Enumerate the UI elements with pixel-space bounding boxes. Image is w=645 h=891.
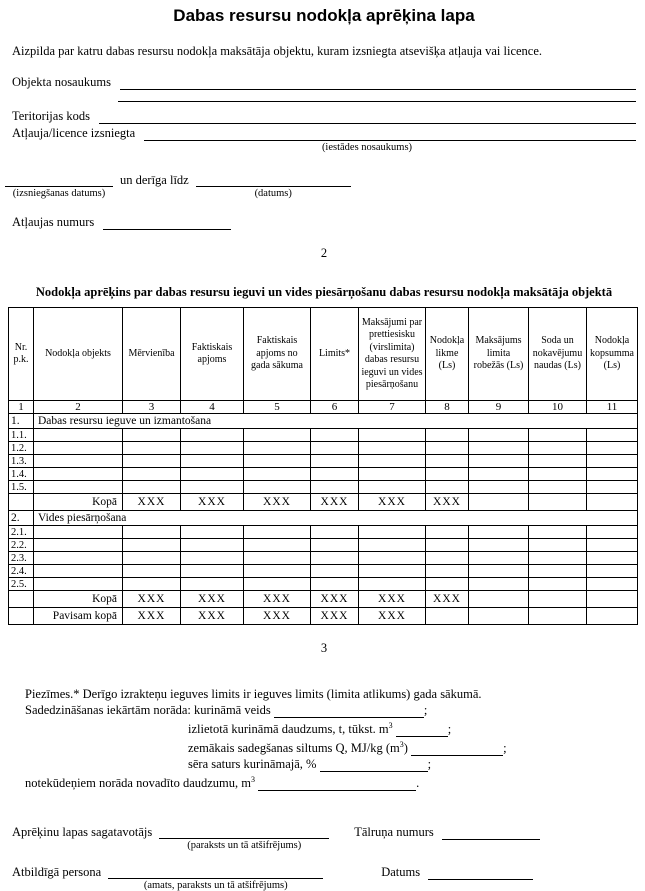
empty-cell xyxy=(587,578,638,591)
fuel-type-input-line[interactable] xyxy=(274,705,424,718)
issue-date-caption: (izsniegšanas datums) xyxy=(12,188,106,199)
empty-cell xyxy=(244,539,311,552)
empty-cell xyxy=(244,526,311,539)
empty-cell xyxy=(181,565,244,578)
empty-cell xyxy=(426,481,469,494)
preparer-label: Aprēķinu lapas sagatavotājs xyxy=(12,825,153,840)
empty-cell xyxy=(587,455,638,468)
section-number: 1. xyxy=(9,414,34,429)
empty-cell xyxy=(359,481,426,494)
superscript-3: 3 xyxy=(250,775,255,785)
empty-cell xyxy=(123,552,181,565)
responsible-row xyxy=(12,865,636,891)
empty-cell xyxy=(244,565,311,578)
table-row xyxy=(9,468,638,481)
col-header-actual-volume: Faktiskais apjoms xyxy=(181,308,244,401)
empty-cell xyxy=(9,608,34,625)
phone-field xyxy=(354,825,540,840)
row-number: 2.1. xyxy=(9,526,34,539)
row-number: 1.5. xyxy=(9,481,34,494)
territory-code-label: Teritorijas kods xyxy=(12,109,90,123)
empty-cell xyxy=(311,455,359,468)
empty-cell xyxy=(123,565,181,578)
empty-cell xyxy=(244,552,311,565)
empty-cell xyxy=(311,429,359,442)
responsible-caption: (amats, paraksts un tā atšifrējums) xyxy=(143,880,288,891)
empty-cell xyxy=(529,494,587,511)
empty-cell xyxy=(587,442,638,455)
page-title: Dabas resursu nodokļa aprēķina lapa xyxy=(173,6,475,25)
total-value: XXX xyxy=(426,494,469,511)
empty-cell xyxy=(587,468,638,481)
responsible-signature-field xyxy=(108,865,323,891)
table-row xyxy=(9,552,638,565)
table-row xyxy=(9,526,638,539)
page-number-2: 2 xyxy=(320,246,328,260)
empty-cell xyxy=(181,481,244,494)
notes-block xyxy=(25,686,636,791)
grand-total-value: XXX xyxy=(359,608,426,625)
empty-cell xyxy=(587,552,638,565)
empty-cell xyxy=(529,481,587,494)
object-name-field xyxy=(12,75,636,90)
empty-cell xyxy=(359,565,426,578)
empty-cell xyxy=(529,455,587,468)
note-heat-value: zemākais sadegšanas siltums Q, MJ/kg $(m^3)$ ; xyxy=(188,740,507,756)
total-label: Kopā xyxy=(34,591,123,608)
section-title: Dabas resursu ieguve un izmantošana xyxy=(34,414,638,429)
total-value: XXX xyxy=(244,494,311,511)
fuel-amount-input-line[interactable] xyxy=(396,724,448,737)
permit-number-label: Atļaujas numurs xyxy=(12,215,95,229)
signature-block xyxy=(12,825,636,891)
permit-number-field xyxy=(12,215,636,230)
col-header-penalty: Soda un nokavējumu naudas (Ls) xyxy=(529,308,587,401)
table-title: Nodokļa aprēķins par dabas resursu ieguvi un vides piesārņošanu dabas resursu nodokļa maksātāja objektā xyxy=(35,285,613,299)
empty-cell xyxy=(587,591,638,608)
object-name-label: Objekta nosaukums xyxy=(12,75,111,89)
total-value: XXX xyxy=(244,591,311,608)
total-label: Kopā xyxy=(34,494,123,511)
col-num: 4 xyxy=(181,401,244,414)
row-number: 2.2. xyxy=(9,539,34,552)
note-sulfur: sēra saturs kurināmajā, % ; xyxy=(188,757,432,772)
empty-cell xyxy=(469,481,529,494)
empty-cell xyxy=(244,468,311,481)
empty-cell xyxy=(469,608,529,625)
responsible-label: Atbildīgā persona xyxy=(12,865,102,880)
territory-code-field xyxy=(12,109,636,124)
permit-number-input-line[interactable] xyxy=(103,216,231,230)
row-number: 1.1. xyxy=(9,429,34,442)
valid-until-field xyxy=(196,173,351,199)
date-input-line[interactable] xyxy=(428,866,533,880)
permit-issued-input-line[interactable] xyxy=(144,127,636,141)
empty-cell xyxy=(359,442,426,455)
empty-cell xyxy=(469,539,529,552)
responsible-signature-line[interactable] xyxy=(108,865,323,879)
empty-cell xyxy=(181,526,244,539)
grand-total-value: XXX xyxy=(123,608,181,625)
grand-total-value: XXX xyxy=(311,608,359,625)
table-row xyxy=(9,539,638,552)
empty-cell xyxy=(469,578,529,591)
empty-cell xyxy=(587,526,638,539)
empty-cell xyxy=(587,608,638,625)
object-name-input-line[interactable] xyxy=(120,76,636,90)
empty-cell xyxy=(469,494,529,511)
object-name-continuation-line[interactable] xyxy=(118,100,636,102)
validity-dates-row xyxy=(5,173,636,199)
col-num: 7 xyxy=(359,401,426,414)
empty-cell xyxy=(359,578,426,591)
col-header-volume-ytd: Faktiskais apjoms no gada sākuma xyxy=(244,308,311,401)
empty-cell xyxy=(34,539,123,552)
col-num: 8 xyxy=(426,401,469,414)
empty-cell xyxy=(359,468,426,481)
empty-cell xyxy=(181,552,244,565)
table-row xyxy=(9,578,638,591)
empty-cell xyxy=(181,468,244,481)
col-num: 2 xyxy=(34,401,123,414)
col-header-payment-within-limit: Maksājums limita robežās (Ls) xyxy=(469,308,529,401)
superscript-3: 3 xyxy=(399,740,404,750)
empty-cell xyxy=(426,578,469,591)
empty-cell xyxy=(469,591,529,608)
empty-cell xyxy=(426,429,469,442)
col-num: 5 xyxy=(244,401,311,414)
empty-cell xyxy=(529,429,587,442)
empty-cell xyxy=(244,578,311,591)
empty-cell xyxy=(587,429,638,442)
empty-cell xyxy=(469,552,529,565)
empty-cell xyxy=(529,565,587,578)
date-caption: (datums) xyxy=(254,188,292,199)
table-row xyxy=(9,565,638,578)
grand-total-value: XXX xyxy=(244,608,311,625)
empty-cell xyxy=(359,526,426,539)
col-header-tax-rate: Nodokļa likme (Ls) xyxy=(426,308,469,401)
empty-cell xyxy=(311,539,359,552)
empty-cell xyxy=(359,455,426,468)
empty-cell xyxy=(311,481,359,494)
col-header-nr: Nr. p.k. xyxy=(9,308,34,401)
total-value: XXX xyxy=(123,494,181,511)
superscript-3: 3 xyxy=(388,721,393,730)
empty-cell xyxy=(311,526,359,539)
empty-cell xyxy=(123,578,181,591)
empty-cell xyxy=(587,481,638,494)
phone-label: Tālruņa numurs xyxy=(354,825,434,840)
empty-cell xyxy=(181,539,244,552)
empty-cell xyxy=(181,442,244,455)
empty-cell xyxy=(123,429,181,442)
empty-cell xyxy=(529,578,587,591)
total-value: XXX xyxy=(359,494,426,511)
total-value: XXX xyxy=(181,494,244,511)
empty-cell xyxy=(34,526,123,539)
empty-cell xyxy=(123,442,181,455)
empty-cell xyxy=(34,565,123,578)
row-number: 1.3. xyxy=(9,455,34,468)
date-field xyxy=(381,865,533,880)
empty-cell xyxy=(244,481,311,494)
table-row xyxy=(9,455,638,468)
empty-cell xyxy=(587,565,638,578)
preparer-signature-line[interactable] xyxy=(159,825,329,839)
empty-cell xyxy=(426,565,469,578)
section-1-total-row xyxy=(9,494,638,511)
empty-cell xyxy=(34,429,123,442)
empty-cell xyxy=(311,565,359,578)
empty-cell xyxy=(123,455,181,468)
empty-cell xyxy=(529,552,587,565)
empty-cell xyxy=(311,468,359,481)
row-number: 1.2. xyxy=(9,442,34,455)
heat-value-input-line[interactable] xyxy=(411,743,503,756)
section-2-total-row xyxy=(9,591,638,608)
page-number-3: 3 xyxy=(320,641,328,655)
table-row xyxy=(9,429,638,442)
territory-code-input-line[interactable] xyxy=(99,110,636,124)
empty-cell xyxy=(34,455,123,468)
empty-cell xyxy=(359,552,426,565)
phone-input-line[interactable] xyxy=(442,826,540,840)
empty-cell xyxy=(529,442,587,455)
empty-cell xyxy=(123,526,181,539)
empty-cell xyxy=(529,526,587,539)
grand-total-value: XXX xyxy=(181,608,244,625)
empty-cell xyxy=(529,468,587,481)
col-num: 1 xyxy=(9,401,34,414)
empty-cell xyxy=(311,442,359,455)
empty-cell xyxy=(311,552,359,565)
empty-cell xyxy=(9,494,34,511)
empty-cell xyxy=(244,429,311,442)
permit-issued-field xyxy=(12,126,636,141)
section-1-row xyxy=(9,414,638,429)
issue-date-field xyxy=(5,173,113,199)
empty-cell xyxy=(123,481,181,494)
total-value: XXX xyxy=(181,591,244,608)
section-2-row xyxy=(9,511,638,526)
empty-cell xyxy=(469,455,529,468)
valid-until-label: un derīga līdz xyxy=(120,173,189,187)
total-value: XXX xyxy=(123,591,181,608)
empty-cell xyxy=(469,442,529,455)
col-num: 9 xyxy=(469,401,529,414)
tax-calculation-table xyxy=(8,307,638,625)
section-title: Vides piesārņošana xyxy=(34,511,638,526)
empty-cell xyxy=(181,455,244,468)
issue-date-input-line[interactable] xyxy=(5,173,113,187)
column-number-row xyxy=(9,401,638,414)
row-number: 1.4. xyxy=(9,468,34,481)
empty-cell xyxy=(426,539,469,552)
empty-cell xyxy=(469,429,529,442)
empty-cell xyxy=(529,591,587,608)
note-fuel-type: Sadedzināšanas iekārtām norāda: kurināmā veids ; xyxy=(25,703,428,717)
col-header-object: Nodokļa objekts xyxy=(34,308,123,401)
empty-cell xyxy=(359,539,426,552)
empty-cell xyxy=(181,578,244,591)
table-row xyxy=(9,481,638,494)
table-header-row xyxy=(9,308,638,401)
grand-total-row xyxy=(9,608,638,625)
intro-text: Aizpilda par katru dabas resursu nodokļa maksātāja objektu, kuram izsniegta atsevišķa atļauja vai licence. xyxy=(12,44,543,58)
empty-cell xyxy=(244,455,311,468)
empty-cell xyxy=(34,552,123,565)
note-fuel-amount: izlietotā kurināmā daudzums, t, tūkst. $m^3$ ; xyxy=(188,721,452,737)
col-num: 3 xyxy=(123,401,181,414)
empty-cell xyxy=(529,539,587,552)
row-number: 2.5. xyxy=(9,578,34,591)
note-limits: Piezīmes.* Derīgo izrakteņu ieguves limits ir ieguves limits (limita atlikums) gada sākumā. xyxy=(25,687,482,701)
col-header-overlimit-payments: Maksājumi par prettiesisku (virslimita) dabas resursu ieguvi un vides piesārņošanu xyxy=(359,308,426,401)
col-header-unit: Mērvienība xyxy=(123,308,181,401)
total-value: XXX xyxy=(359,591,426,608)
col-num: 6 xyxy=(311,401,359,414)
sulfur-content-input-line[interactable] xyxy=(320,759,428,772)
empty-cell xyxy=(426,526,469,539)
empty-cell xyxy=(587,494,638,511)
preparer-caption: (paraksts un tā atšifrējums) xyxy=(187,840,302,852)
total-value: XXX xyxy=(311,494,359,511)
col-num: 10 xyxy=(529,401,587,414)
empty-cell xyxy=(426,552,469,565)
empty-cell xyxy=(426,468,469,481)
empty-cell xyxy=(469,468,529,481)
empty-cell xyxy=(359,429,426,442)
empty-cell xyxy=(426,455,469,468)
total-value: XXX xyxy=(426,591,469,608)
empty-cell xyxy=(469,526,529,539)
empty-cell xyxy=(587,539,638,552)
table-row xyxy=(9,442,638,455)
empty-cell xyxy=(34,481,123,494)
empty-cell xyxy=(181,429,244,442)
empty-cell xyxy=(34,578,123,591)
col-header-limit: Limits* xyxy=(311,308,359,401)
row-number: 2.3. xyxy=(9,552,34,565)
wastewater-amount-input-line[interactable] xyxy=(258,778,416,791)
preparer-row xyxy=(12,825,636,851)
preparer-signature-field xyxy=(159,825,329,851)
empty-cell xyxy=(34,442,123,455)
empty-cell xyxy=(426,608,469,625)
empty-cell xyxy=(9,591,34,608)
grand-total-label: Pavisam kopā xyxy=(34,608,123,625)
empty-cell xyxy=(426,442,469,455)
col-num: 11 xyxy=(587,401,638,414)
total-value: XXX xyxy=(311,591,359,608)
valid-until-input-line[interactable] xyxy=(196,173,351,187)
institution-caption: (iestādes nosaukums) xyxy=(321,142,413,153)
empty-cell xyxy=(529,608,587,625)
row-number: 2.4. xyxy=(9,565,34,578)
permit-issued-label: Atļauja/licence izsniegta xyxy=(12,126,136,140)
section-number: 2. xyxy=(9,511,34,526)
empty-cell xyxy=(469,565,529,578)
col-header-tax-total: Nodokļa kopsumma (Ls) xyxy=(587,308,638,401)
empty-cell xyxy=(34,468,123,481)
empty-cell xyxy=(123,539,181,552)
date-label: Datums xyxy=(381,865,421,880)
empty-cell xyxy=(123,468,181,481)
empty-cell xyxy=(244,442,311,455)
note-wastewater: notekūdeņiem norāda novadīto daudzumu, $m^3$ . xyxy=(25,775,420,791)
empty-cell xyxy=(311,578,359,591)
